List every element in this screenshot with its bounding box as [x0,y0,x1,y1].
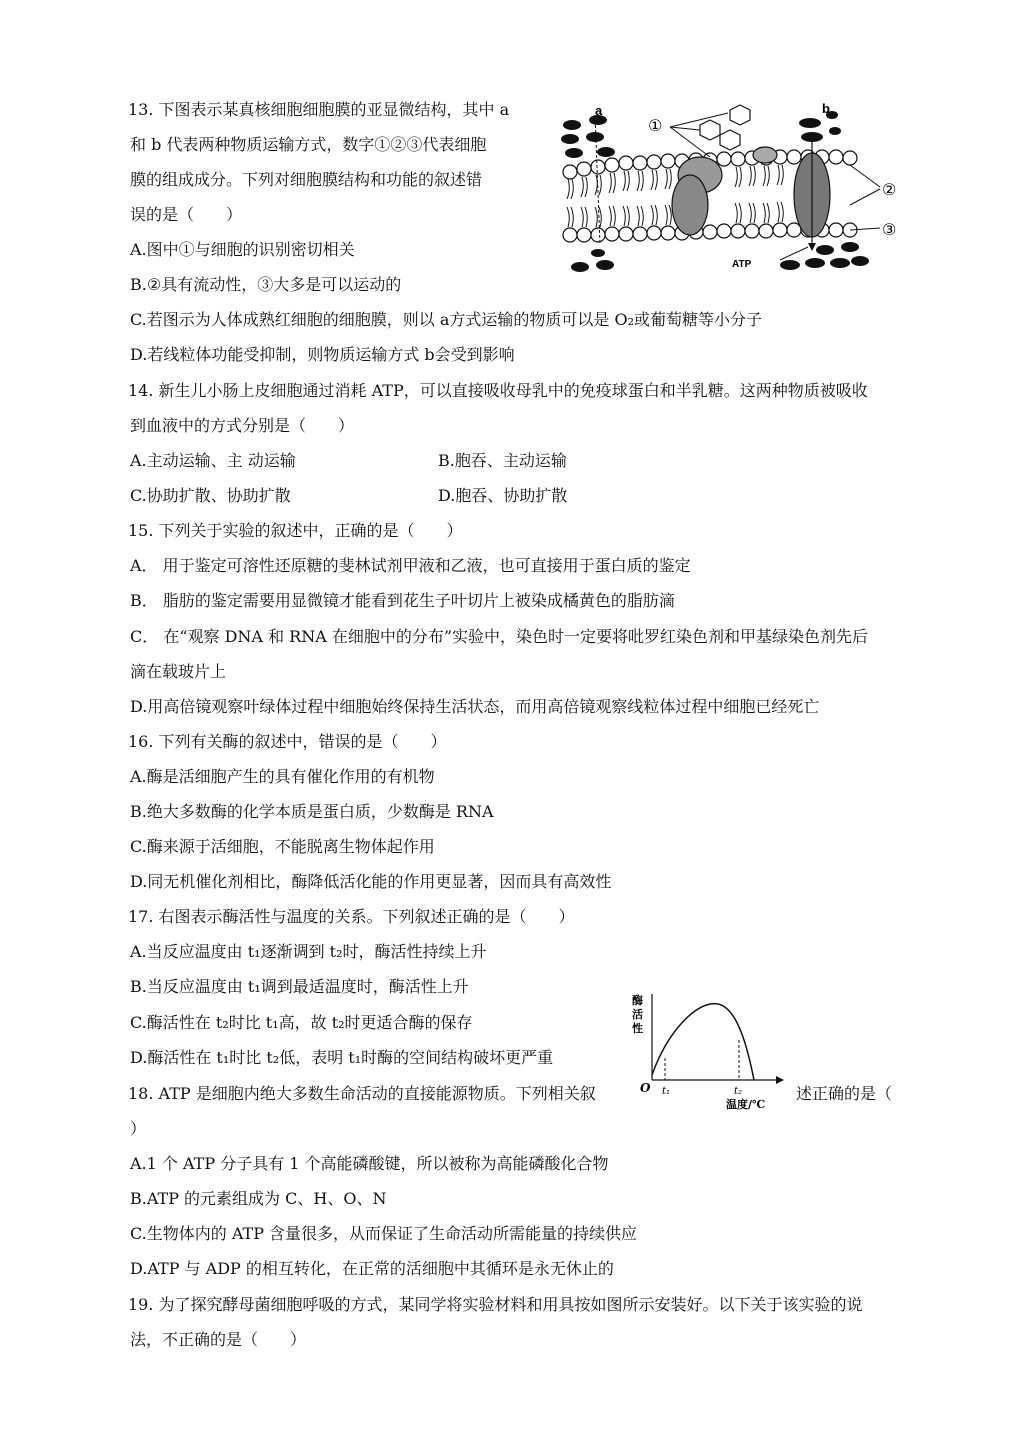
graph-ylabel [632,993,647,1035]
q16-option-b: B.绝大多数酶的化学本质是蛋白质，少数酶是 RNA [130,802,494,821]
label-b: b [822,101,830,116]
q17-option-a: A.当反应温度由 t₁逐渐调到 t₂时，酶活性持续上升 [130,942,487,961]
q13-option-d: D.若线粒体功能受抑制，则物质运输方式 b会受到影响 [130,345,515,364]
graph-origin: O [640,1081,651,1095]
q17-option-d: D.酶活性在 t₁时比 t₂低，表明 t₁时酶的空间结构破坏更严重 [130,1048,554,1067]
q18-option-b: B.ATP 的元素组成为 C、H、O、N [130,1189,387,1208]
q13-stem-line-1: 13. 下图表示某真核细胞细胞膜的亚显微结构，其中 a [128,100,510,119]
graph-xlabel: 温度/℃ [726,1098,766,1110]
q19-stem-line-1: 19. 为了探究酵母菌细胞呼吸的方式，某同学将实验材料和用具按如图所示安装好。以下关于该实验的说 [128,1295,863,1314]
q14-stem-line-1: 14. 新生儿小肠上皮细胞通过消耗 ATP，可以直接吸收母乳中的免疫球蛋白和半乳糖。这两种物质被吸收 [128,381,868,400]
graph-ylabel-char-3: 性 [632,1022,643,1035]
graph-t1: t₁ [662,1086,671,1097]
q14-option-d: D.胞吞、协助扩散 [438,486,568,505]
q13-stem-line-2: 和 b 代表两种物质运输方式，数字①②③代表细胞 [130,135,487,154]
q15-option-b: B． 脂肪的鉴定需要用显微镜才能看到花生子叶切片上被染成橘黄色的脂肪滴 [130,591,675,610]
q13-stem-line-4: 误的是（ ） [130,205,243,224]
q18-option-a: A.1 个 ATP 分子具有 1 个高能磷酸键，所以被称为高能磷酸化合物 [130,1154,609,1173]
q13-option-a: A.图中①与细胞的识别密切相关 [130,240,355,259]
q18-option-d: D.ATP 与 ADP 的相互转化，在正常的活细胞中其循环是永无休止的 [130,1259,614,1278]
q18-stem-line-1-tail: 述正确的是（ [796,1084,893,1103]
graph-ylabel-char-1: 酶 [632,994,643,1007]
q17-option-b: B.当反应温度由 t₁调到最适温度时，酶活性上升 [130,977,469,996]
graph-ylabel-char-2: 活 [632,1008,643,1021]
q17-option-c: C.酶活性在 t₂时比 t₁高，故 t₂时更适合酶的保存 [130,1013,473,1032]
q14-option-c: C.协助扩散、协助扩散 [130,486,291,505]
q13-option-b: B.②具有流动性，③大多是可以运动的 [130,275,402,294]
graph-t2: t₂ [734,1086,743,1097]
enzyme-temperature-graph [628,990,788,1110]
q15-option-c-cont: 滴在载玻片上 [130,662,227,681]
q16-stem: 16. 下列有关酶的叙述中，错误的是（ ） [128,732,447,751]
label-atp: ATP [732,259,752,270]
q16-option-a: A.酶是活细胞产生的具有催化作用的有机物 [130,767,435,786]
q13-stem-line-3: 膜的组成成分。下列对细胞膜结构和功能的叙述错 [130,170,483,189]
q13-option-c: C.若图示为人体成熟红细胞的细胞膜，则以 a方式运输的物质可以是 O₂或葡萄糖等小分子 [130,310,763,329]
q15-option-d: D.用高倍镜观察叶绿体过程中细胞始终保持生活状态，而用高倍镜观察线粒体过程中细胞已经死亡 [130,697,820,716]
cell-membrane-diagram [550,95,910,280]
q18-stem-line-2: ） [130,1119,147,1138]
label-2: ② [882,180,897,199]
q19-stem-line-2: 法，不正确的是（ ） [130,1330,307,1349]
q14-stem-line-2: 到血液中的方式分别是（ ） [130,416,355,435]
q17-stem: 17. 右图表示酶活性与温度的关系。下列叙述正确的是（ ） [128,907,575,926]
q16-option-d: D.同无机催化剂相比，酶降低活化能的作用更显著，因而具有高效性 [130,872,612,891]
q14-option-a: A.主动运输、主 动运输 [130,451,296,470]
q16-option-c: C.酶来源于活细胞，不能脱离生物体起作用 [130,837,435,856]
q14-option-b: B.胞吞、主动运输 [438,451,567,470]
label-a: a [595,103,603,118]
q15-option-c: C． 在“观察 DNA 和 RNA 在细胞中的分布”实验中，染色时一定要将吡罗红染色剂和甲基绿染色剂先后 [130,627,869,646]
label-1: ① [648,116,663,135]
label-3: ③ [882,220,897,239]
q15-option-a: A． 用于鉴定可溶性还原糖的斐林试剂甲液和乙液，也可直接用于蛋白质的鉴定 [130,556,691,575]
q18-stem-line-1: 18. ATP 是细胞内绝大多数生命活动的直接能源物质。下列相关叙 [128,1084,596,1103]
q15-stem: 15. 下列关于实验的叙述中，正确的是（ ） [128,521,463,540]
q18-option-c: C.生物体内的 ATP 含量很多，从而保证了生命活动所需能量的持续供应 [130,1224,638,1243]
